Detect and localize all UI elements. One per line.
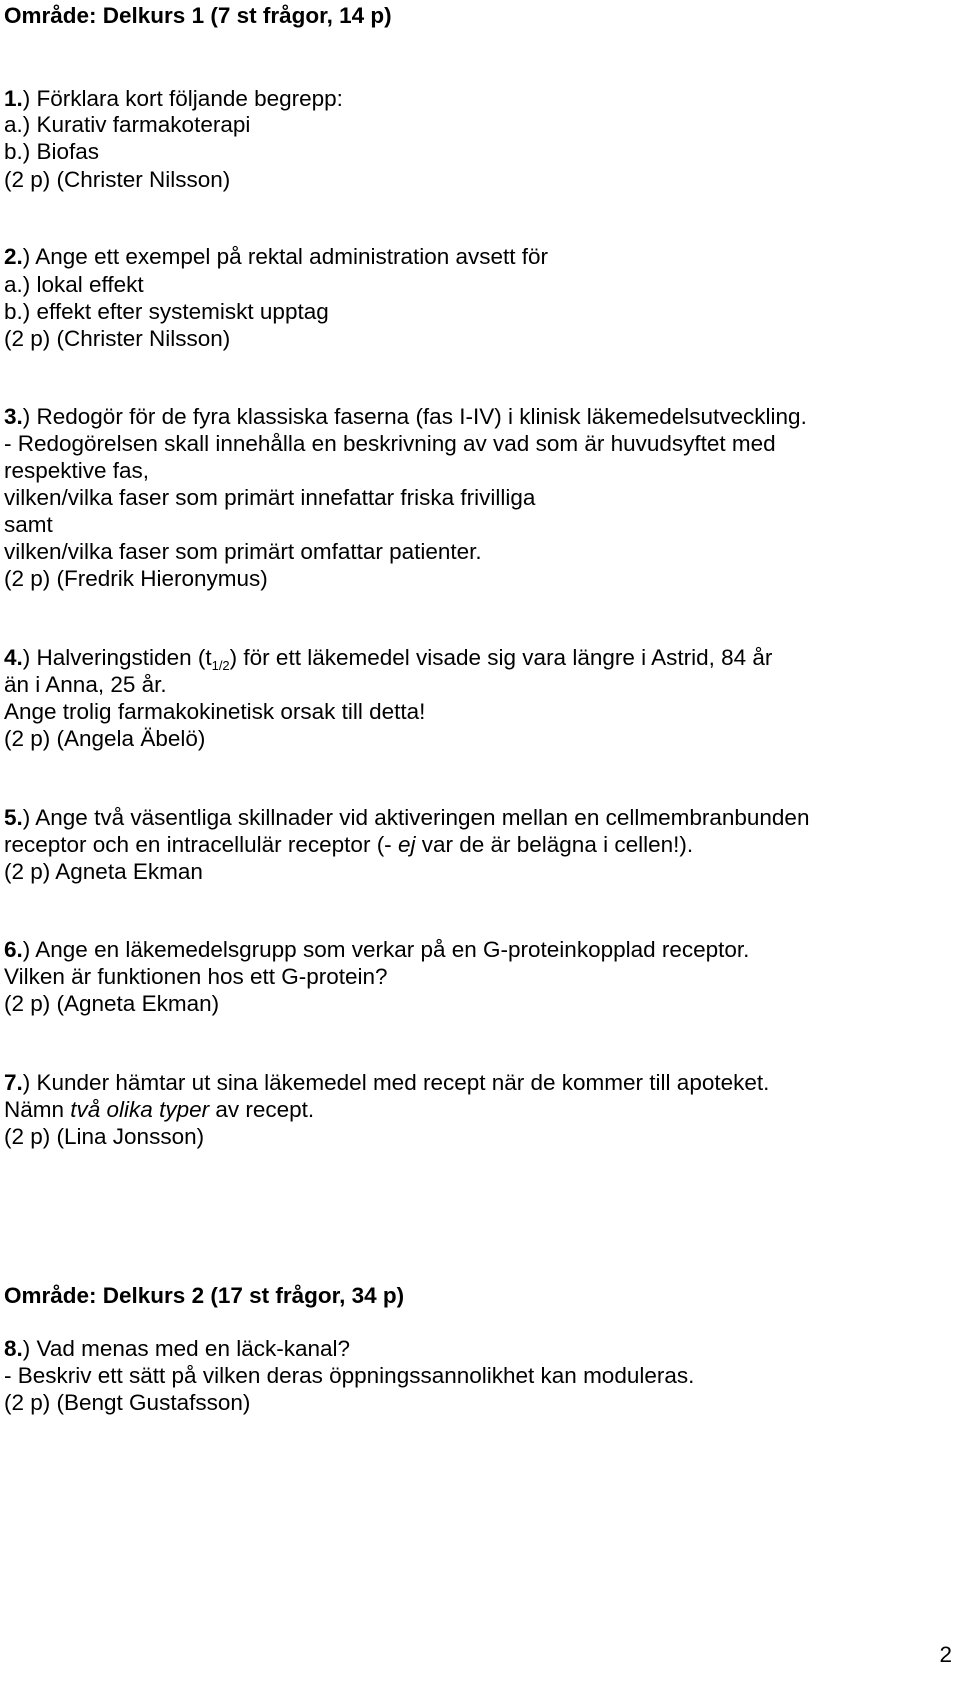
text: Nämn [4,1097,71,1122]
question-8 [4,1334,350,1364]
question-2-part-b: b.) effekt efter systemiskt upptag [4,299,329,324]
question-6 [4,935,749,965]
question-2 [4,242,548,272]
question-number: 7. [4,1070,23,1095]
question-8-credit: (2 p) (Bengt Gustafsson) [4,1390,251,1415]
page-number: 2 [939,1642,952,1667]
question-text: ) Halveringstiden (t [22,645,212,670]
question-number: 2. [4,244,23,269]
question-text: ) Vad menas med en läck-kanal? [22,1336,351,1361]
question-1-part-a: a.) Kurativ farmakoterapi [4,112,251,137]
question-7 [4,1068,769,1098]
question-number: 1. [4,86,23,111]
question-6-credit: (2 p) (Agneta Ekman) [4,991,220,1016]
question-text: ) Kunder hämtar ut sina läkemedel med recept när de kommer till apoteket. [22,1070,770,1095]
question-number: 5. [4,805,23,830]
question-7-credit: (2 p) (Lina Jonsson) [4,1124,205,1149]
question-3-line-4: vilken/vilka faser som primärt innefattar friska frivilliga [4,485,536,510]
question-6-line-2: Vilken är funktionen hos ett G-protein? [4,964,388,989]
section-heading-delkurs-1: Område: Delkurs 1 (7 st frågor, 14 p) [4,3,392,28]
question-text: ) Ange två väsentliga skillnader vid aktiveringen mellan en cellmembranbunden [22,805,810,830]
question-text: ) Ange en läkemedelsgrupp som verkar på en G-proteinkopplad receptor. [22,937,750,962]
question-3-credit: (2 p) (Fredrik Hieronymus) [4,566,268,591]
question-text: ) Ange ett exempel på rektal administration avsett för [22,244,549,269]
question-5-credit: (2 p) Agneta Ekman [4,859,203,884]
question-3-line-2: - Redogörelsen skall innehålla en beskrivning av vad som är huvudsyftet med [4,431,776,456]
question-4-line-3: Ange trolig farmakokinetisk orsak till detta! [4,699,426,724]
text: receptor och en intracellulär receptor (- [4,832,398,857]
question-1-credit: (2 p) (Christer Nilsson) [4,167,231,192]
half-life-subscript: 1/2 [211,658,230,673]
question-3-line-3: respektive fas, [4,458,150,483]
emphasis-text: ej [397,832,416,857]
question-number: 4. [4,645,23,670]
question-text: ) Redogör för de fyra klassiska faserna (fas I-IV) i klinisk läkemedelsutveckling. [22,404,807,429]
question-number: 8. [4,1336,23,1361]
question-1-part-b: b.) Biofas [4,139,100,164]
question-4-credit: (2 p) (Angela Äbelö) [4,726,206,751]
question-number: 3. [4,404,23,429]
question-text-cont: ) för ett läkemedel visade sig vara längre i Astrid, 84 år [229,645,773,670]
question-8-line-2: - Beskriv ett sätt på vilken deras öppningssannolikhet kan moduleras. [4,1363,695,1388]
emphasis-text: två olika typer [70,1097,210,1122]
question-5-line-2 [4,830,693,860]
question-2-credit: (2 p) (Christer Nilsson) [4,326,231,351]
question-7-line-2 [4,1095,314,1125]
question-3-line-6: vilken/vilka faser som primärt omfattar patienter. [4,539,482,564]
question-number: 6. [4,937,23,962]
question-3 [4,402,807,432]
text: av recept. [209,1097,315,1122]
question-4-line-2: än i Anna, 25 år. [4,672,167,697]
text: var de är belägna i cellen!). [415,832,694,857]
question-3-line-5: samt [4,512,53,537]
question-5 [4,803,809,833]
question-text: ) Förklara kort följande begrepp: [22,86,343,111]
section-heading-delkurs-2: Område: Delkurs 2 (17 st frågor, 34 p) [4,1283,405,1308]
question-2-part-a: a.) lokal effekt [4,272,144,297]
